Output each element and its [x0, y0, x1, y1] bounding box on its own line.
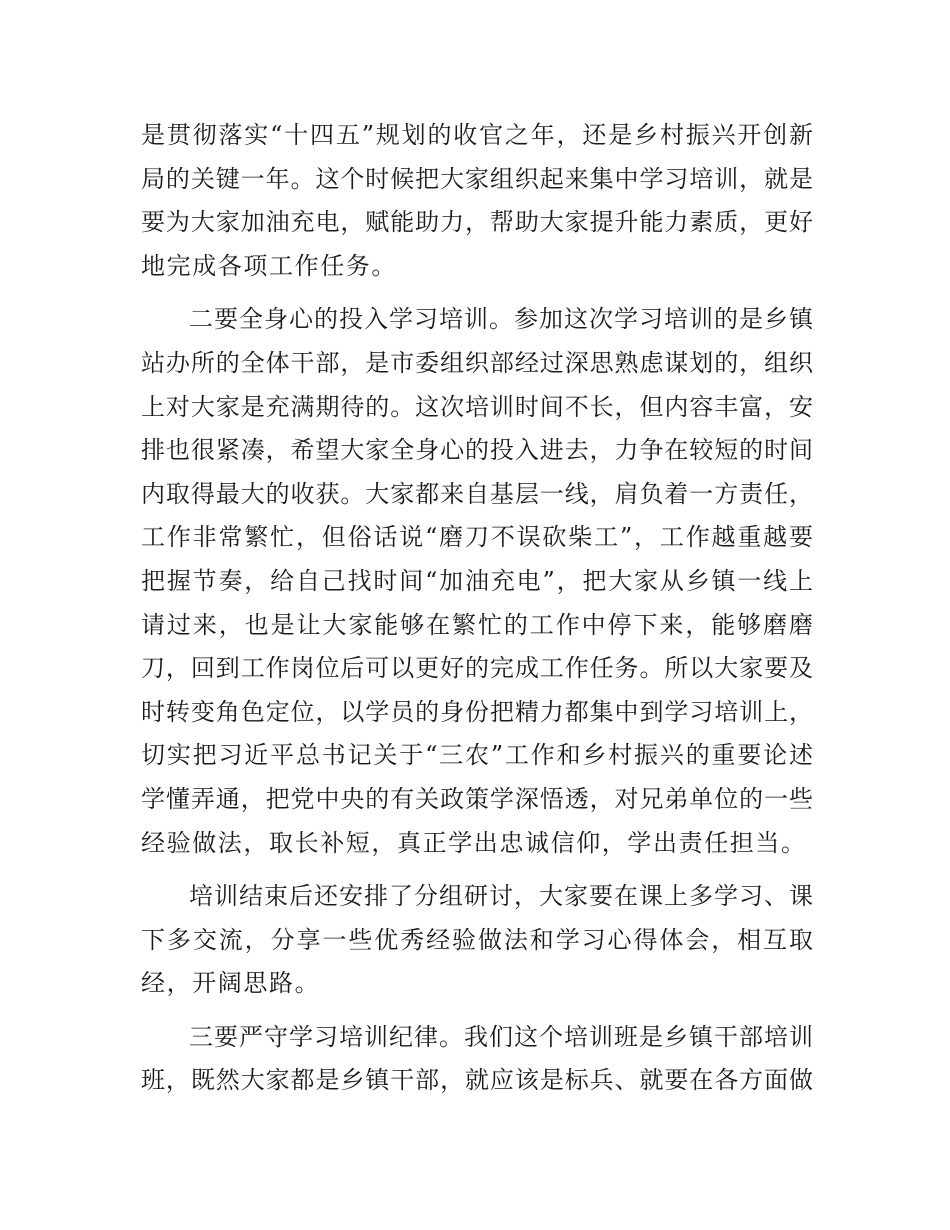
text-line: 二要全身心的投入学习培训。参加这次学习培训的是乡镇 — [189, 305, 813, 334]
text-line: 上对大家是充满期待的。这次培训时间不长，但内容丰富，安 — [141, 392, 813, 421]
text-line: 把握节奏，给自己找时间“加油充电”，把大家从乡镇一线上 — [141, 566, 813, 595]
text-line: 切实把习近平总书记关于“三农”工作和乡村振兴的重要论述 — [141, 741, 813, 770]
text-line: 地完成各项工作任务。 — [141, 251, 397, 280]
body-text — [141, 114, 813, 1113]
text-line: 培训结束后还安排了分组研讨，大家要在课上多学习、课 — [189, 882, 813, 911]
text-line: 下多交流，分享一些优秀经验做法和学习心得体会，相互取 — [141, 925, 813, 954]
text-line: 学懂弄通，把党中央的有关政策学深悟透，对兄弟单位的一些 — [141, 784, 813, 813]
paragraph-point-three — [141, 1016, 813, 1103]
paragraph-continuation — [141, 114, 813, 288]
text-line: 要为大家加油充电，赋能助力，帮助大家提升能力素质，更好 — [141, 208, 813, 237]
text-line: 站办所的全体干部，是市委组织部经过深思熟虑谋划的，组织 — [141, 348, 813, 377]
paragraph-group-discussion — [141, 875, 813, 1006]
text-line: 工作非常繁忙，但俗话说“磨刀不误砍柴工”，工作越重越要 — [141, 523, 813, 552]
text-line: 内取得最大的收获。大家都来自基层一线，肩负着一方责任， — [141, 479, 813, 508]
text-line: 请过来，也是让大家能够在繁忙的工作中停下来，能够磨磨 — [141, 610, 813, 639]
text-line: 排也很紧凑，希望大家全身心的投入进去，力争在较短的时间 — [141, 436, 813, 465]
text-line: 时转变角色定位，以学员的身份把精力都集中到学习培训上， — [141, 697, 813, 726]
text-line: 班，既然大家都是乡镇干部，就应该是标兵、就要在各方面做 — [141, 1066, 813, 1095]
paragraph-point-two — [141, 298, 813, 865]
text-line: 三要严守学习培训纪律。我们这个培训班是乡镇干部培训 — [189, 1022, 813, 1051]
text-line: 经验做法，取长补短，真正学出忠诚信仰，学出责任担当。 — [141, 828, 807, 857]
text-line: 是贯彻落实“十四五”规划的收官之年，还是乡村振兴开创新 — [141, 121, 813, 149]
text-line: 刀，回到工作岗位后可以更好的完成工作任务。所以大家要及 — [141, 654, 813, 683]
text-line: 经，开阔思路。 — [141, 969, 321, 998]
text-line: 局的关键一年。这个时候把大家组织起来集中学习培训，就是 — [141, 164, 813, 193]
